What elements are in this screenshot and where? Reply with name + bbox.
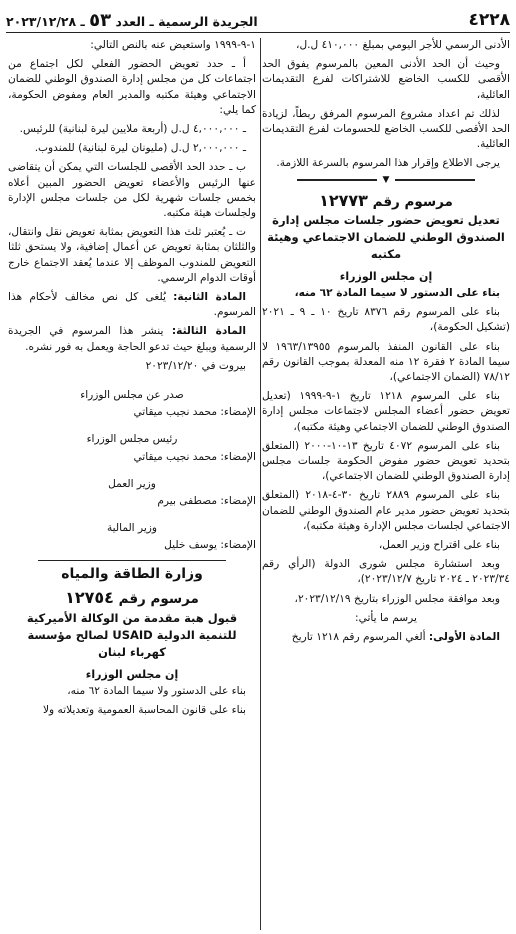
issue-date: ـ ٢٠٢٣/١٢/٢٨ — [6, 13, 85, 29]
page-header — [6, 8, 510, 33]
recital: بناء على قانون المحاسبة العمومية وتعديلاته ولا — [42, 704, 246, 716]
decree-heading — [8, 590, 256, 607]
article-2 — [8, 290, 256, 320]
clause-a-item: ـ ٤,٠٠٠,٠٠٠ ل.ل (أربعة ملايين ليرة لبنانية) للرئيس. — [19, 123, 246, 136]
article-label: المادة الثالثة: — [171, 325, 246, 338]
article-label: المادة الأولى: — [428, 631, 500, 644]
page-number: ٤٢٢٨ — [468, 10, 510, 30]
decree-subject: قبول هبة مقدمة من الوكالة الأميركية للتنمية الدولية USAID لصالح مؤسسة كهرباء لبنان — [26, 610, 238, 659]
article-1 — [262, 630, 510, 645]
article-label: المادة الثانية: — [173, 291, 246, 304]
gazette-name: الجريدة الرسمية ـ العدد — [115, 13, 258, 29]
signature-line: صدر عن مجلس الوزراء — [80, 389, 184, 402]
council-heading: إن مجلس الوزراء — [85, 667, 179, 681]
recital: بناء على المرسوم ٢٨٨٩ تاريخ ٣٠-٤-٢٠١٨ (المتعلق بتحديد تعويض حضور مدير عام الصندوق الوطني للضمان الاجتماعي لجلسات مجلس الإدارة وهيئة مكتبه)، — [262, 489, 510, 532]
recital: وبعد استشارة مجلس شورى الدولة (الرأي رقم ٢٠٢٣/٣٤ ـ ٢٠٢٤ تاريخ ٢٠٢٣/١٢/٧)، — [262, 558, 510, 586]
recital: بناء على المرسوم رقم ٨٣٧٦ تاريخ ١٠ ـ ٩ ـ ٢٠٢١ (تشكيل الحكومة)، — [262, 306, 510, 334]
recital: بناء على القانون المنفذ بالمرسوم ١٩٦٣/١٣٩٥٥ لا سيما المادة ٢ فقرة ١٢ منه المعدلة بموجب القانون رقم ٧٨/١٢ (الضمان الاجتماعي)، — [262, 340, 511, 384]
signature-line: الإمضاء: مصطفى بيرم — [157, 495, 256, 508]
council-heading: إن مجلس الوزراء — [339, 269, 433, 283]
decree-subject: تعديل تعويض حضور جلسات مجلس إدارة الصندوق الوطني للضمان الاجتماعي وهيئة مكتبه — [267, 212, 505, 261]
clause-a-item: ـ ٢,٠٠٠,٠٠٠ ل.ل (مليونان ليرة لبنانية) للمندوب. — [34, 142, 246, 155]
paragraph: لذلك تم اعداد مشروع المرسوم المرفق ربطاً، لزيادة الحد الأقصى للكسب الخاضع للحسومات لفرع التقديمات العائلية. — [262, 107, 510, 151]
recital: بناء على الدستور لا سيما المادة ٦٢ منه، — [294, 287, 500, 300]
recital: بناء على الدستور ولا سيما المادة ٦٢ منه، — [67, 684, 246, 697]
clause-t: ت ـ يُعتبر ثلث هذا التعويض بمثابة تعويض نقل وانتقال، والثلثان بمثابة تعويض عن أعمال إضافية، ولا يستحق ثلثا التعويض للمندوب الموظف إلا عندما يُعقد الاجتماع خارج أوقات الدوام الرسمي. — [8, 226, 256, 284]
decree-number: ١٢٧٧٣ — [319, 190, 368, 210]
article-text: ألغي المرسوم رقم ١٢١٨ تاريخ — [291, 631, 426, 644]
right-column — [262, 38, 510, 930]
recital: بناء على اقتراح وزير العمل، — [378, 539, 500, 552]
decree-title: مرسوم رقم — [118, 591, 199, 608]
recital: بناء على المرسوم ١٢١٨ تاريخ ١-٩-١٩٩٩ (تعديل تعويض حضور أعضاء المجلس لاجتماعات مجلس إدارة الصندوق الوطني للضمان الاجتماعي وهيئة مكتبه)، — [262, 390, 510, 433]
ministry-heading: وزارة الطاقة والمياه — [61, 566, 203, 583]
signature-line: الإمضاء: محمد نجيب ميقاتي — [133, 450, 256, 463]
gazette-title — [6, 10, 258, 31]
paragraph: وحيث أن الحد الأدنى المعين بالمرسوم يفوق الحد الأقصى للكسب الخاضع للاشتراكات لفرع التقديمات العائلية، — [262, 58, 510, 101]
article-text: يُلغى كل نص مخالف لأحكام هذا المرسوم. — [8, 291, 256, 319]
decree-heading — [262, 190, 510, 210]
issue-number: ٥٣ — [89, 9, 112, 31]
decrees-line: يرسم ما يأتي: — [355, 611, 417, 624]
clause-b: ب ـ حدد الحد الأقصى للجلسات التي يمكن أن يتقاضى عنها الرئيس والأعضاء تعويض الحضور المبين أعلاه بخمس جلسات شهرية لكل من جلسات مجلس الإدارة ولجلسات هيئة مكتبه. — [8, 161, 256, 220]
section-rule — [38, 560, 226, 562]
signature-line: وزير العمل — [108, 477, 156, 490]
recital: وبعد موافقة مجلس الوزراء بتاريخ ٢٠٢٣/١٢/١٩، — [294, 592, 500, 605]
paragraph: الأدنى الرسمي للأجر اليومي بمبلغ ٤١٠,٠٠٠ ل.ل، — [296, 39, 510, 51]
signature-line: الإمضاء: محمد نجيب ميقاتي — [133, 406, 256, 419]
signature-line: رئيس مجلس الوزراء — [86, 433, 178, 446]
column-divider — [260, 38, 261, 930]
separator-ornament: ▼ — [262, 176, 510, 185]
place-date: بيروت في ٢٠٢٣/١٢/٢٠ — [145, 359, 246, 372]
paragraph: ١-٩-١٩٩٩ واستعيض عنه بالنص التالي: — [90, 39, 256, 51]
signature-line: وزير المالية — [106, 522, 158, 535]
article-3 — [8, 324, 256, 354]
paragraph: يرجى الاطلاع وإقرار هذا المرسوم بالسرعة اللازمة. — [276, 157, 500, 170]
signature-line: الإمضاء: يوسف خليل — [164, 539, 256, 552]
clause-a: أ ـ حدد تعويض الحضور الفعلي لكل اجتماع من اجتماعات كل من مجلس إدارة الصندوق الوطني للضمان الاجتماعي وهيئة مكتبه والمدير العام ومفوض الحكومة، كما يلي: — [8, 58, 256, 116]
decree-number: ١٢٧٥٤ — [65, 588, 114, 608]
left-column — [8, 38, 256, 930]
article-text: ينشر هذا المرسوم في الجريدة الرسمية ويبلغ حيث تدعو الحاجة ويعمل به فور نشره. — [8, 325, 256, 353]
decree-title: مرسوم رقم — [372, 193, 453, 210]
recital: بناء على المرسوم ٤٠٧٢ تاريخ ١٣-١٠-٢٠٠٠ (المتعلق بتحديد تعويض حضور مفوض الحكومة جلسات مجلس إدارة الصندوق الوطني للضمان الاجتماعي)، — [262, 439, 510, 483]
